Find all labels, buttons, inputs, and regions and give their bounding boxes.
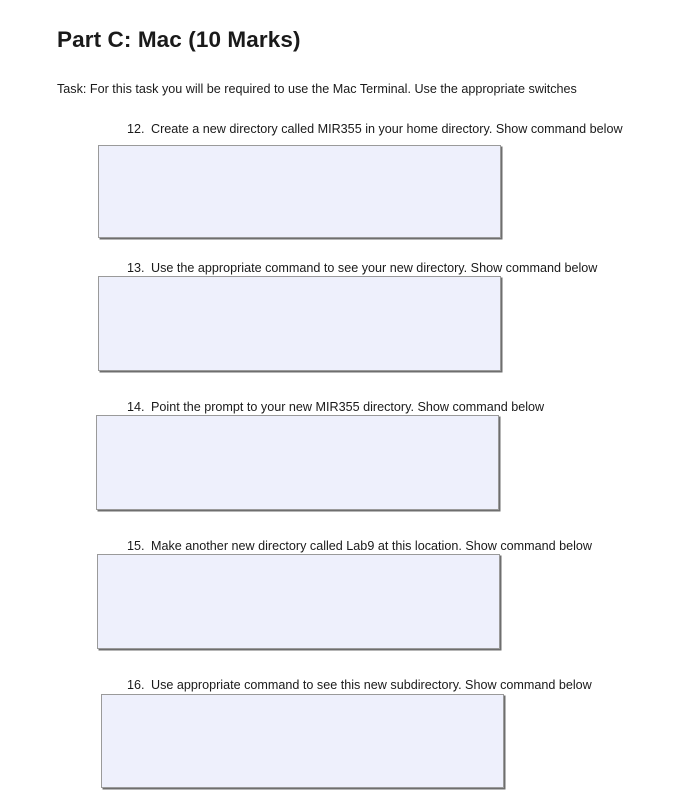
question-13 — [127, 260, 597, 276]
question-number: 12. — [127, 122, 145, 136]
question-text: Use the appropriate command to see your new directory. Show command below — [151, 261, 598, 275]
task-instructions: Task: For this task you will be required to use the Mac Terminal. Use the appropriate switches — [57, 82, 577, 96]
question-12 — [127, 121, 623, 137]
question-16 — [127, 677, 592, 693]
answer-box-15[interactable] — [97, 554, 500, 649]
answer-box-16[interactable] — [101, 694, 504, 788]
question-text: Make another new directory called Lab9 at this location. Show command below — [151, 539, 593, 553]
question-text: Point the prompt to your new MIR355 directory. Show command below — [151, 400, 545, 414]
page-title: Part C: Mac (10 Marks) — [57, 27, 301, 52]
answer-box-14[interactable] — [96, 415, 499, 510]
question-number: 15. — [127, 539, 145, 553]
question-14 — [127, 399, 544, 415]
question-number: 16. — [127, 678, 145, 692]
question-text: Use appropriate command to see this new subdirectory. Show command below — [151, 678, 592, 692]
question-15 — [127, 538, 592, 554]
question-text: Create a new directory called MIR355 in your home directory. Show command below — [151, 122, 623, 136]
question-number: 13. — [127, 261, 145, 275]
answer-box-13[interactable] — [98, 276, 501, 371]
question-number: 14. — [127, 400, 145, 414]
answer-box-12[interactable] — [98, 145, 501, 238]
